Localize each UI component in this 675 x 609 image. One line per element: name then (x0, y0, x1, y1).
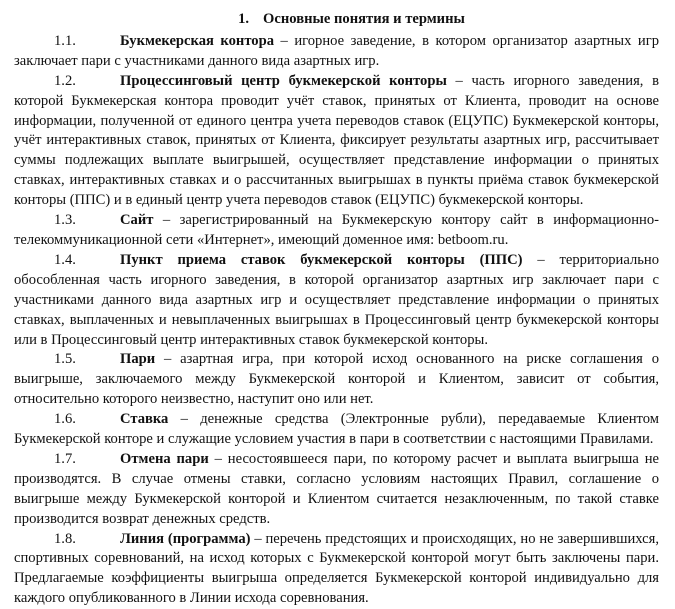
clause-text: – территориально обособленная часть игорного заведения, в которой организатор азартных игр заключает пари с участниками данного вида азартных игр и осуществляет представление информации о принятых ставках, выплаченных и невыплаченных выигрышах в Процессинговый центр букмекерской конторы или в Процессинговый центр интерактивных ставок букмекерской конторы. (14, 251, 659, 348)
clause-text: – несостоявшееся пари, по которому расчет и выплата выигрыша не производятся. В случае отмены ставки, согласно условиям настоящих Правил, соглашение о выигрыше между Букмекерской конторой и Клиентом считается незаключенным, по такой ставке производится возврат денежных средств. (14, 450, 659, 527)
clause-1-6 (14, 410, 659, 450)
clause-term: Пари (120, 351, 156, 368)
clause-number: 1.1. (54, 32, 76, 49)
clause-term: Линия (программа) (120, 530, 251, 547)
clause-text-end: . (504, 231, 509, 248)
clause-number: 1.4. (54, 251, 76, 268)
clause-1-1 (14, 32, 659, 72)
clause-term: Сайт (120, 212, 154, 229)
clause-1-8 (14, 530, 659, 609)
clause-text: – часть игорного заведения, в которой Букмекерская контора проводит учёт ставок, принятых от Клиента, проводит на основе информации, полученной от единого центра учета переводов ставок (ЕЦУПС) Букмекерской конторы, учёт интерактивных ставок, принятых от Клиента, фиксирует результаты азартных игр, рассчитывает суммы подлежащих выплате выигрышей, осуществляет представление информации о принятых ставках, интерактивных ставках и о рассчитанных выигрышах в пункты приёма ставок букмекерской конторы (ППС) и в единый центр учета переводов ставок (ЕЦУПС) букмекерской конторы. (14, 72, 659, 209)
clause-1-4 (14, 251, 659, 351)
clause-term: Букмекерская контора (120, 32, 275, 49)
clause-text: – денежные средства (Электронные рубли), передаваемые Клиентом Букмекерской конторе и служащие условием участия в пари в соответствии с настоящими Правилами. (14, 411, 659, 448)
clause-text: – игорное заведение, в котором организатор азартных игр заключает пари с участниками данного вида азартных игр. (14, 32, 659, 69)
section-title: Основные понятия и термины (263, 11, 465, 27)
clause-1-3 (14, 211, 659, 251)
clause-1-7 (14, 450, 659, 530)
clause-1-5 (14, 350, 659, 410)
clause-term: Ставка (120, 411, 169, 428)
clause-term: Пункт приема ставок букмекерской конторы (ППС) (120, 251, 523, 268)
clause-term: Отмена пари (120, 450, 209, 467)
clause-term: Процессинговый центр букмекерской конторы (120, 72, 447, 89)
clause-text: – зарегистрированный на Букмекерскую контору сайт в информационно-телекоммуникационной сети «Интернет», имеющий доменное имя: (14, 212, 659, 248)
clause-number: 1.7. (54, 450, 76, 467)
clause-text: – азартная игра, при которой исход основанного на риске соглашения о выигрыше, заключаемого между Букмекерской конторой и Клиентом, зависит от события, относительно которого неизвестно, наступит оно или нет. (14, 351, 659, 408)
clause-number: 1.2. (54, 72, 76, 89)
site-domain-link[interactable]: betboom.ru (437, 231, 505, 248)
clause-1-2 (14, 72, 659, 211)
clause-number: 1.6. (54, 411, 76, 428)
clause-text: – перечень предстоящих и происходящих, но не завершившихся, спортивных соревнований, на исход которых с Букмекерской конторой могут быть заключены пари. Предлагаемые коэффициенты выигрыша определяется Букмекерской конторой индивидуально для каждого опубликованного в Линии исхода соревнования. (14, 530, 659, 607)
clause-number: 1.3. (54, 212, 76, 229)
section-heading (14, 10, 659, 30)
clause-number: 1.5. (54, 351, 76, 368)
document-page (14, 10, 659, 609)
clause-number: 1.8. (54, 530, 76, 547)
section-number: 1. (238, 11, 250, 27)
